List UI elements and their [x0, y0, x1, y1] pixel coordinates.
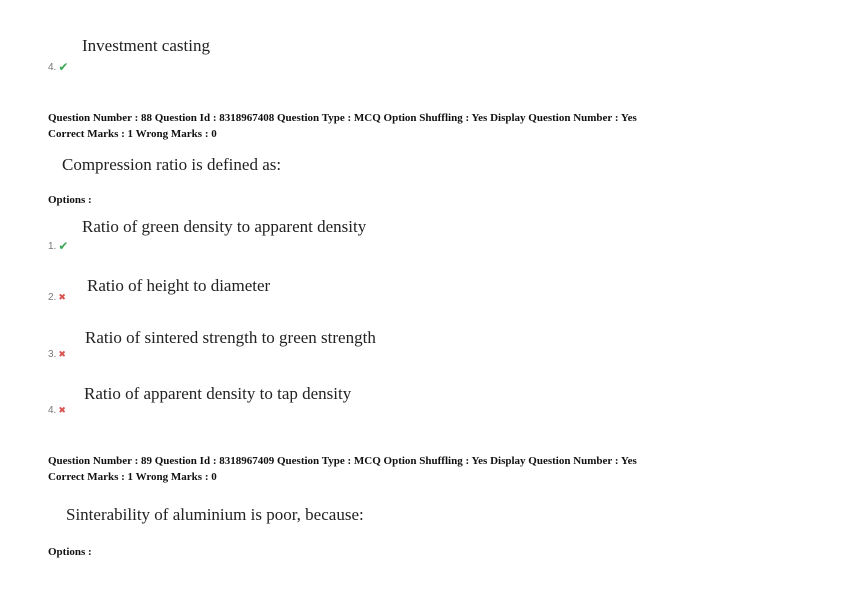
option-number [48, 292, 66, 303]
check-icon: ✔ [58, 60, 69, 74]
option-number [48, 405, 66, 416]
option-number-label: 4. [48, 405, 57, 416]
option-text: Ratio of green density to apparent density [82, 217, 367, 236]
cross-icon: ✖ [58, 405, 66, 415]
option-number-label: 3. [48, 349, 57, 360]
option-text: Ratio of sintered strength to green strength [85, 328, 376, 347]
question-meta-line: Question Number : 89 Question Id : 8318967409 Question Type : MCQ Option Shuffling : Yes Display Question Number : Yes [48, 455, 637, 467]
question-meta-line: Question Number : 88 Question Id : 8318967408 Question Type : MCQ Option Shuffling : Yes Display Question Number : Yes [48, 112, 637, 124]
question-marks-line: Correct Marks : 1 Wrong Marks : 0 [48, 470, 217, 483]
option-number [48, 61, 68, 73]
question-marks-line: Correct Marks : 1 Wrong Marks : 0 [48, 127, 217, 140]
option-number-label: 2. [48, 292, 57, 303]
question-meta [48, 454, 637, 486]
cross-icon: ✖ [58, 292, 66, 302]
cross-icon: ✖ [58, 349, 66, 359]
check-icon: ✔ [58, 239, 69, 253]
option-number-label: 4. [48, 61, 57, 73]
option-text: Ratio of apparent density to tap density [84, 384, 352, 403]
option-text: Investment casting [82, 36, 210, 55]
options-label: Options : [48, 194, 92, 206]
option-number [48, 240, 68, 252]
options-label: Options : [48, 546, 92, 558]
question-text: Sinterability of aluminium is poor, because: [66, 505, 364, 524]
option-number-label: 1. [48, 240, 57, 252]
question-meta [48, 111, 637, 143]
question-text: Compression ratio is defined as: [62, 155, 282, 174]
option-number [48, 349, 66, 360]
option-text: Ratio of height to diameter [87, 276, 271, 295]
